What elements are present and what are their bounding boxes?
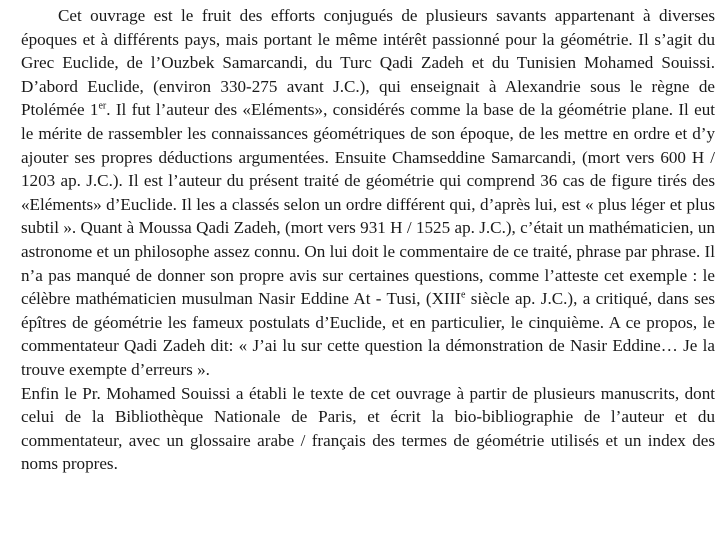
paragraph-intro-text-3: siècle ap. J.C.), a critiqué, dans ses épîtres de géométrie les fameux postulats d’Euclide, et en particulier, le cinquième. A ce propos, le commentateur Qadi Zadeh dit: « J’ai lu sur cette question la démonstration de Nasir Eddine… Je la trouve exempte d’erreurs ». [21, 289, 715, 379]
superscript-ordinal-1er: er [98, 100, 107, 112]
paragraph-intro [21, 4, 715, 382]
paragraph-intro-text-2: . Il fut l’auteur des «Eléments», considérés comme la base de la géométrie plane. Il eut le mérite de rassembler les connaissances géométriques de son époque, de les mettre en ordre et d’y ajouter ses propres déductions argumentées. Ensuite Chamseddine Samarcandi, (mort vers 600 H / 1203 ap. J.C.). Il est l’auteur du présent traité de géométrie qui comprend 36 cas de figure tirés des «Eléments» d’Euclide. Il les a classés selon un ordre différent qui, d’après lui, est « plus léger et plus subtil ». Quant à Moussa Qadi Zadeh, (mort vers 931 H / 1525 ap. J.C.), c’était un mathématicien, un astronome et un philosophe assez connu. On lui doit le commentaire de ce traité, phrase par phrase. Il n’a pas manqué de donner son propre avis sur certaines questions, comme l’atteste cet exemple : le célèbre mathématicien musulman Nasir Eddine At - Tusi, (XIII [21, 100, 715, 309]
superscript-ordinal-century: e [461, 289, 466, 301]
paragraph-intro-text-1: Cet ouvrage est le fruit des efforts conjugués de plusieurs savants appartenant à diverses époques et à différents pays, mais portant le même intérêt passionné pour la géométrie. Il s’agit du Grec Euclide, de l’Ouzbek Samarcandi, du Turc Qadi Zadeh et du Tunisien Mohamed Souissi. D’abord Euclide, (environ 330-275 avant J.C.), qui enseignait à Alexandrie sous le règne de Ptolémée 1 [21, 6, 715, 120]
paragraph-conclusion: Enfin le Pr. Mohamed Souissi a établi le texte de cet ouvrage à partir de plusieurs manuscrits, dont celui de la Bibliothèque Nationale de Paris, et écrit la bio-bibliographie de l’auteur et du commentateur, avec un glossaire arabe / français des termes de géométrie utilisés et un index des noms propres. [21, 383, 715, 474]
